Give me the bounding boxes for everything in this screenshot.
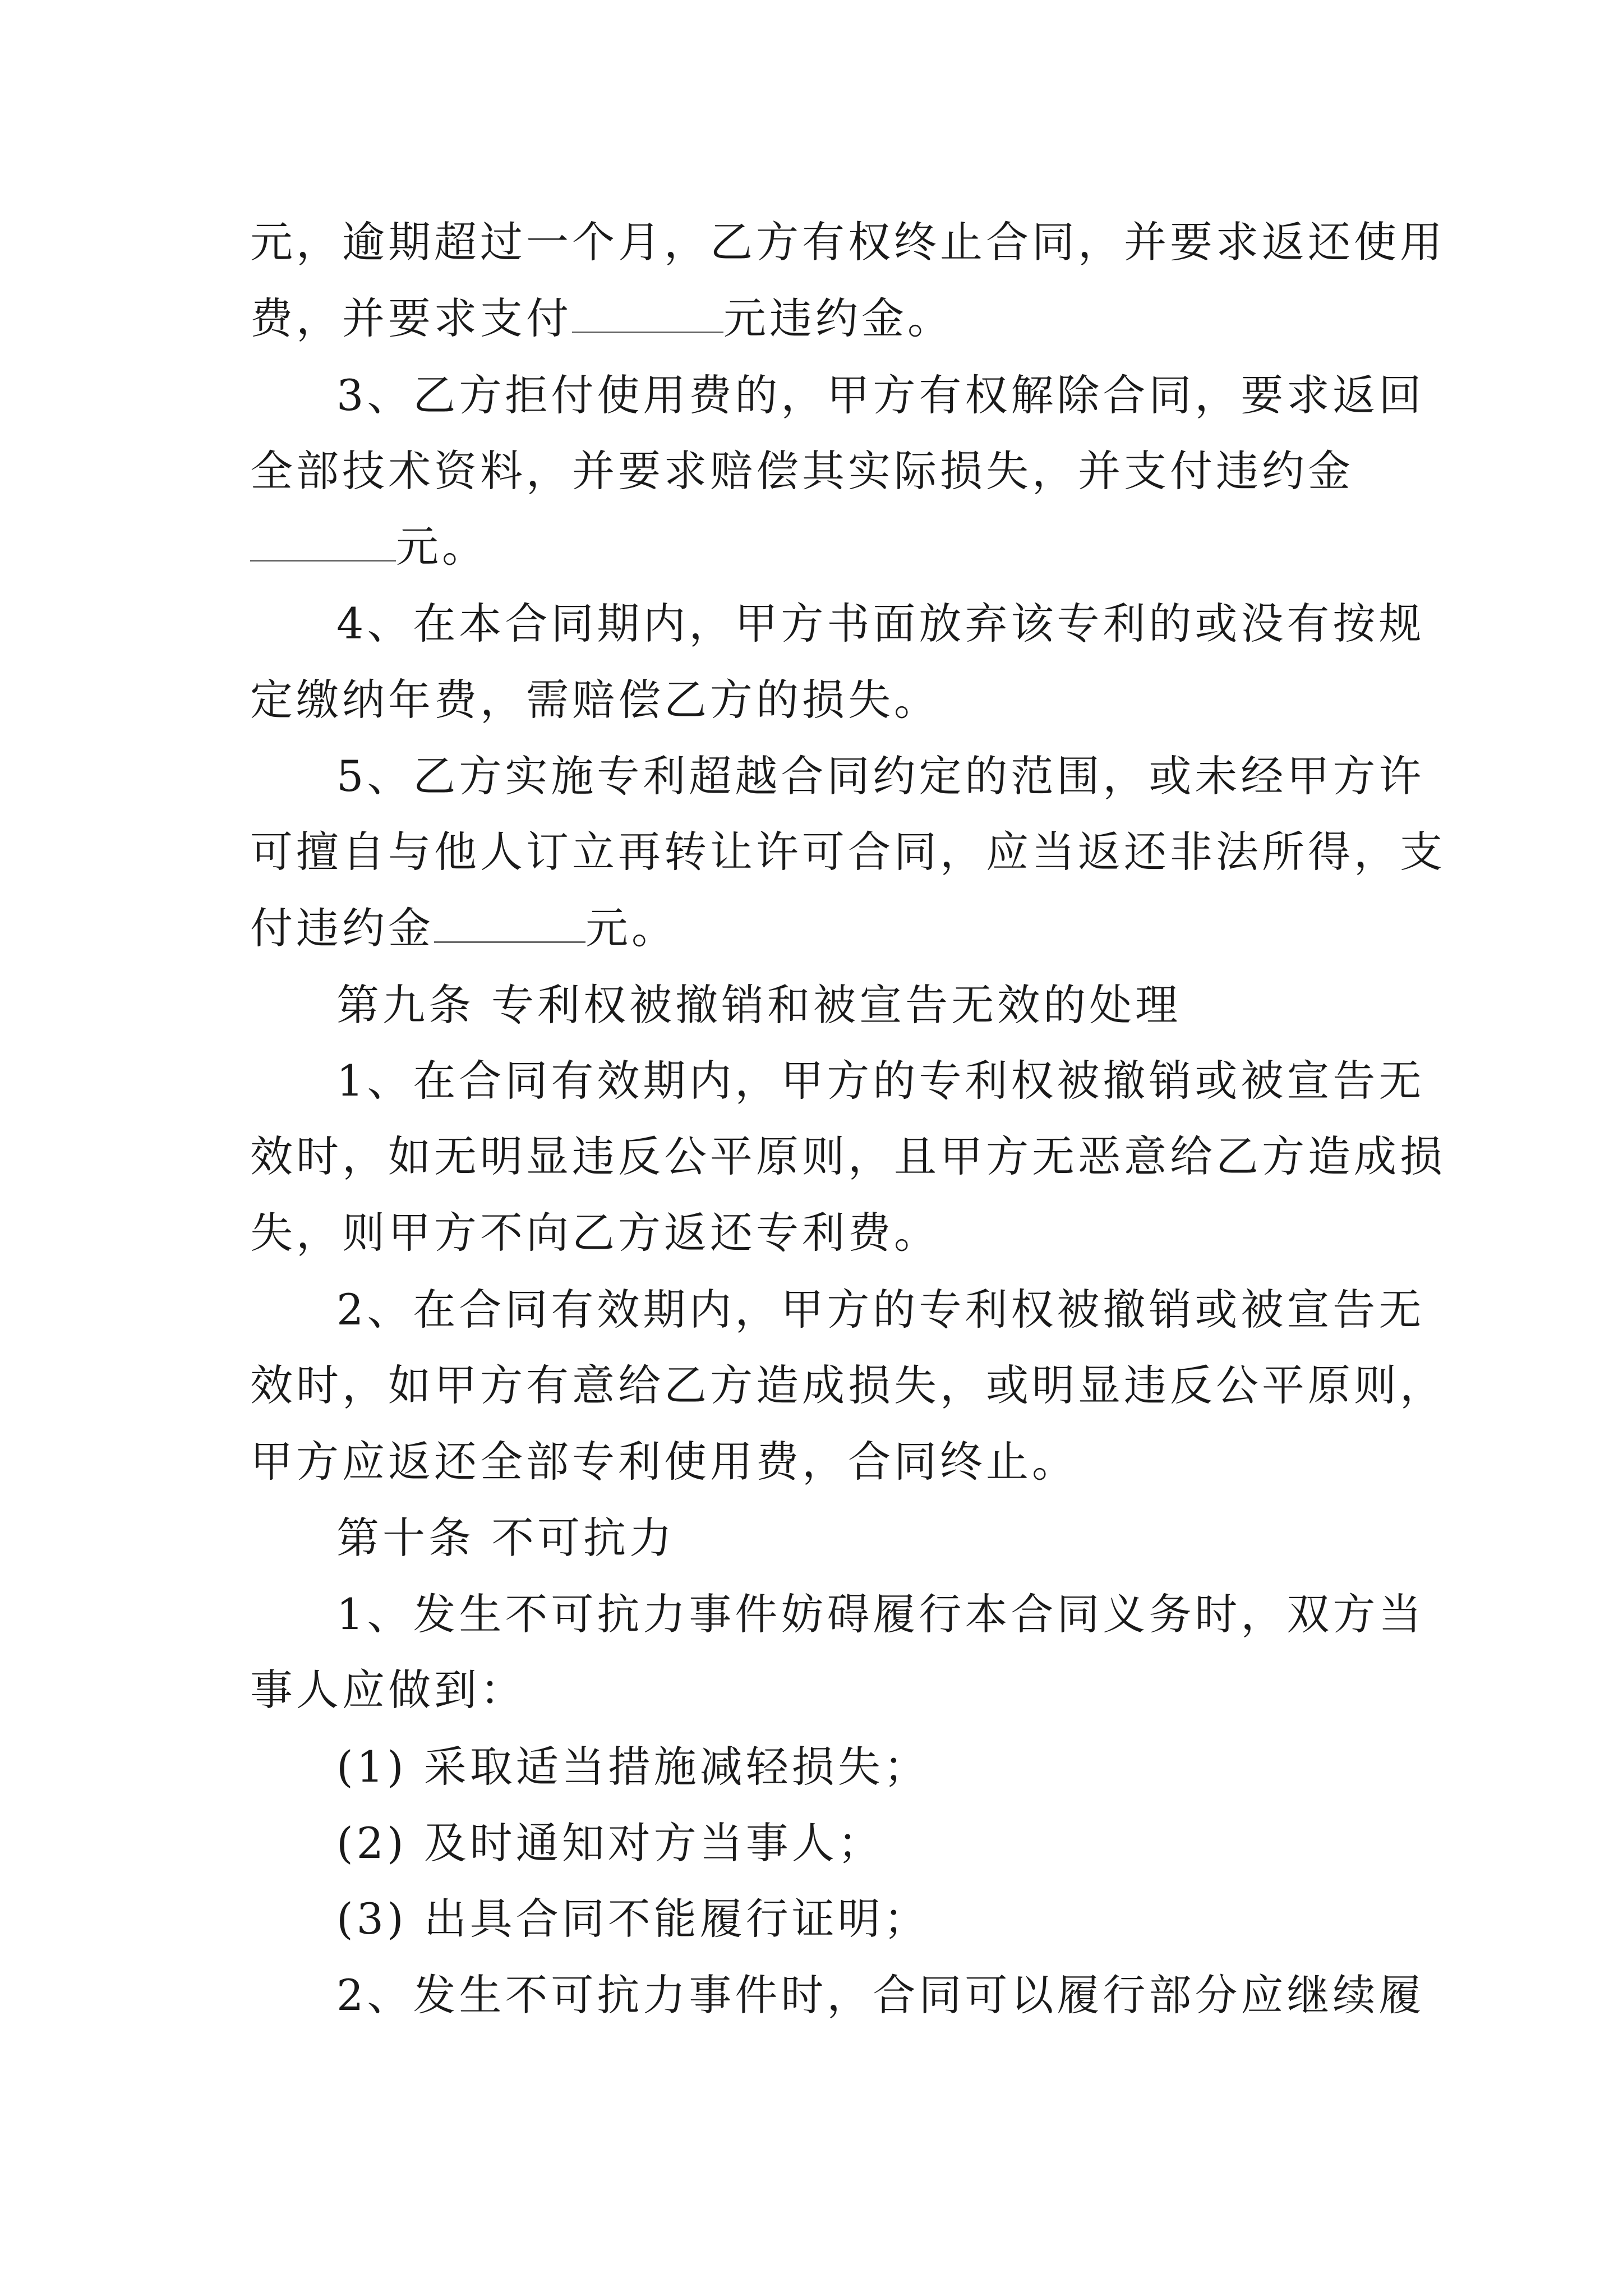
fill-in-blank — [250, 519, 396, 562]
fill-in-blank — [434, 901, 585, 943]
text-line: 效时，如无明显违反公平原则，且甲方无恶意给乙方造成损 — [250, 1131, 1446, 1181]
text-line: 可擅自与他人订立再转让许可合同，应当返还非法所得，支 — [250, 827, 1446, 877]
text-line: 2、在合同有效期内，甲方的专利权被撤销或被宣告无 — [336, 1285, 1425, 1335]
text-line: 失，则甲方不向乙方返还专利费。 — [250, 1208, 940, 1258]
text-line: 5、乙方实施专利超越合同约定的范围，或未经甲方许 — [336, 751, 1425, 801]
text-line: 效时，如甲方有意给乙方造成损失，或明显违反公平原则， — [250, 1360, 1446, 1410]
text-fragment: 元。 — [396, 522, 488, 572]
text-line: 1、在合同有效期内，甲方的专利权被撤销或被宣告无 — [336, 1056, 1425, 1106]
list-item: (1) 采取适当措施减轻损失； — [336, 1742, 930, 1792]
list-item: (3) 出具合同不能履行证明； — [336, 1894, 930, 1944]
section-heading: 第十条 不可抗力 — [336, 1513, 676, 1563]
fill-in-blank — [572, 291, 723, 333]
list-item: (2) 及时通知对方当事人； — [336, 1818, 884, 1868]
text-line: 3、乙方拒付使用费的，甲方有权解除合同，要求返回 — [336, 370, 1425, 420]
text-line: 全部技术资料，并要求赔偿其实际损失，并支付违约金 — [250, 446, 1354, 496]
text-fragment: 费，并要求支付 — [250, 293, 572, 343]
text-line: 甲方应返还全部专利使用费，合同终止。 — [250, 1437, 1078, 1487]
text-line: 定缴纳年费，需赔偿乙方的损失。 — [250, 675, 940, 725]
text-line-with-blank — [250, 291, 953, 347]
text-line: 元，逾期超过一个月，乙方有权终止合同，并要求返还使用 — [250, 217, 1446, 267]
text-line-with-blank — [250, 519, 488, 575]
text-line: 2、发生不可抗力事件时，合同可以履行部分应继续履 — [336, 1970, 1425, 2020]
text-line: 事人应做到： — [250, 1665, 526, 1715]
section-heading: 第九条 专利权被撤销和被宣告无效的处理 — [336, 980, 1182, 1030]
text-fragment: 元。 — [585, 903, 677, 953]
text-fragment: 元违约金。 — [723, 293, 953, 343]
text-line: 4、在本合同期内，甲方书面放弃该专利的或没有按规 — [336, 599, 1425, 648]
text-line: 1、发生不可抗力事件妨碍履行本合同义务时，双方当 — [336, 1589, 1425, 1639]
text-fragment: 付违约金 — [250, 903, 434, 953]
text-line-with-blank — [250, 900, 677, 956]
